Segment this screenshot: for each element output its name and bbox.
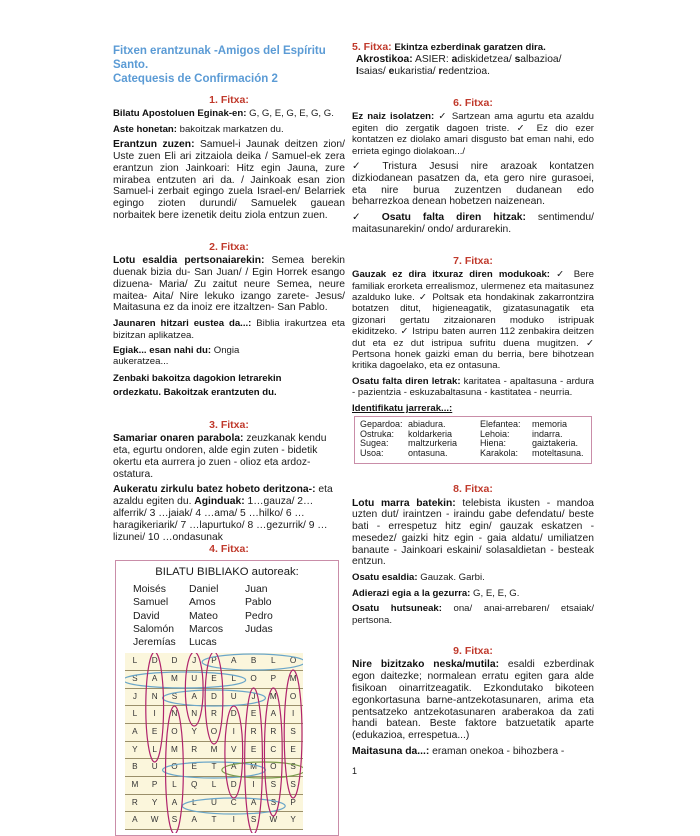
animal-label: Usoa:: [360, 447, 384, 458]
fitxa-3-item: [113, 433, 345, 480]
grid-cell[interactable]: E: [244, 742, 264, 760]
author-name: Salomón: [133, 623, 175, 635]
grid-cell[interactable]: L: [125, 706, 145, 724]
grid-cell[interactable]: U: [204, 795, 224, 813]
item-text: Gauzak. Garbi.: [417, 572, 485, 584]
grid-cell[interactable]: L: [224, 671, 244, 689]
grid-cell[interactable]: S: [283, 759, 303, 777]
grid-cell[interactable]: B: [125, 759, 145, 777]
item-text: zeuzkanak kendu eta, egurtu ondoren, alde egin zuten - bidetik okertu eta aurrera jo zuen - olioz eta ardoz- ostatura.: [113, 433, 327, 480]
acrostic-text: albazioa/: [520, 54, 562, 66]
word-search-grid-wrap: [125, 653, 303, 830]
item-label: Gauzak ez dira itxuraz diren modukoak:: [352, 269, 550, 281]
item-label: Ez naiz isolatzen:: [352, 111, 435, 123]
item-text: G, G, E, G, E, G, G.: [246, 108, 334, 120]
item-text: eta azaldu egiten du.: [113, 484, 333, 508]
item-label: Aginduak:: [194, 496, 245, 508]
author-name: Moisés: [133, 584, 166, 596]
fitxa-8-item: [352, 498, 594, 569]
item-label: Samariar onaren parabola:: [113, 433, 244, 445]
item-text: telebista ikusten - mandoa uzten dut/ iraintzen - iraindu gabe defendatu/ beste bati - errespetuz hitz egin/ gauzak eskatzen - mesedez/ gaizki hitz egin - gaia aldatu/ umiliatzen banaute - Jainkoari eskaini/ solasaldietan - besteak entzun.: [352, 497, 595, 568]
fitxa-5-heading-text: Ekintza ezberdinak garatzen dira.: [391, 42, 546, 53]
grid-cell[interactable]: E: [283, 742, 303, 760]
grid-cell[interactable]: S: [125, 671, 145, 689]
fitxa-6-item: [352, 161, 594, 208]
document-title: [113, 44, 345, 86]
fitxa-6-item: [352, 111, 594, 157]
fitxa-1-item: [113, 108, 345, 119]
grid-cell[interactable]: O: [263, 759, 283, 777]
acrostic-text: ukaristia/: [394, 66, 439, 78]
item-label: Maitasuna da...:: [352, 745, 430, 757]
item-text: ✓ Tristura Jesusi nire arazoak kontatzen dizkiodanean pasatzen da, eta gero nire gurasoei, eta nire burua zuzentzen dudanean edo beharrezkoa denean hobetzen naizenean.: [352, 161, 594, 208]
grid-cell[interactable]: I: [283, 706, 303, 724]
grid-cell[interactable]: B: [244, 653, 264, 671]
fitxa-7-section: [352, 256, 594, 464]
item-text: esaldi ezberdinak egon daitezke; normalean erratu egiten gara alde fisikoan oinarritzeagatik. Ezkondutako bikoteen egonkortasuna barne-antzekotasunaren, arima eta pentsatzeko antzekotasunaren araberakoa da zati handi batean. Beste faktore batzuetatik aparte (edukazioa, errespetua...): [352, 659, 595, 742]
grid-cell[interactable]: L: [204, 777, 224, 795]
grid-cell[interactable]: L: [184, 795, 204, 813]
grid-cell[interactable]: D: [165, 653, 185, 671]
item-text: bakoitzak markatzen du.: [176, 123, 284, 135]
item-label: Aste honetan:: [113, 123, 177, 135]
grid-cell[interactable]: J: [244, 689, 264, 707]
title-line-1: Fitxen erantzunak -Amigos del Espíritu Santo.: [113, 45, 326, 71]
author-name: Pablo: [245, 597, 272, 609]
grid-cell[interactable]: C: [224, 795, 244, 813]
attitude-value: koldarkeria: [408, 428, 453, 439]
grid-cell[interactable]: C: [263, 742, 283, 760]
grid-cell[interactable]: I: [244, 777, 264, 795]
fitxa-8-section: [352, 484, 594, 626]
fitxa-9-item: [352, 659, 594, 742]
grid-cell[interactable]: O: [204, 724, 224, 742]
animal-label: Hiena:: [480, 438, 507, 449]
item-text: G, E, E, G.: [470, 587, 520, 599]
word-search-grid: [125, 653, 303, 830]
fitxa-2-heading: 2. Fitxa:: [209, 240, 249, 253]
grid-cell[interactable]: O: [165, 759, 185, 777]
grid-cell[interactable]: S: [263, 777, 283, 795]
left-column: [113, 44, 345, 836]
item-label: Osatu esaldia:: [352, 572, 418, 584]
fitxa-1-heading: 1. Fitxa:: [209, 94, 249, 106]
item-label: Lotu esaldia pertsonaiarekin:: [113, 255, 265, 267]
grid-cell[interactable]: L: [145, 742, 165, 760]
item-label: Aukeratu zirkulu batez hobeto deritzona-:: [113, 484, 316, 496]
fitxa-3-section: [113, 420, 345, 544]
grid-cell[interactable]: S: [244, 812, 264, 830]
fitxa-8-item: [352, 603, 594, 626]
grid-cell[interactable]: I: [145, 706, 165, 724]
item-text: Ongia aukeratzea...: [113, 345, 240, 368]
item-text: ✓ Bere familiak erorketa errealismoz, ulermenez eta maitasunez azalduko luke. ✓ Poltsak eta hondakinak zakarrontzira botatzen ditut, higieneagatik, gizatasunagatik eta gizonari gertatu zitzaionaren moduko istripuak ekiditzeko. ✓ Istripu baten aurren 112 zenbakira deitzen dut eta ez dut istripua sufritu duena mugitzen. ✓ Pertsona honek gaizki eman du berria, bere bihotzean kritika dagoelako, eta ez ontasuna.: [352, 269, 594, 372]
grid-cell[interactable]: A: [263, 706, 283, 724]
attitude-value: maltzurkeria: [408, 438, 458, 449]
fitxa-4-section: [113, 544, 345, 835]
grid-cell[interactable]: Y: [184, 724, 204, 742]
grid-cell[interactable]: S: [283, 777, 303, 795]
fitxa-9-item: [352, 746, 594, 758]
grid-cell[interactable]: U: [145, 759, 165, 777]
grid-cell[interactable]: U: [184, 671, 204, 689]
grid-cell[interactable]: P: [145, 777, 165, 795]
item-label: Akrostikoa:: [356, 54, 413, 66]
fitxa-7-heading: 7. Fitxa:: [453, 254, 493, 267]
grid-cell[interactable]: U: [224, 689, 244, 707]
item-text: karitatea - apaltasuna - ardura - pazientzia - eskuzabaltasuna - kastitatea - neurria.: [352, 375, 594, 399]
title-line-2: Catequesis de Confirmación 2: [113, 73, 278, 85]
acrostic-text: ASIER:: [412, 54, 452, 66]
fitxa-2-item: [113, 255, 345, 314]
grid-cell[interactable]: M: [204, 742, 224, 760]
grid-cell[interactable]: Y: [145, 795, 165, 813]
grid-cell[interactable]: A: [244, 795, 264, 813]
grid-cell[interactable]: A: [165, 795, 185, 813]
grid-cell[interactable]: M: [165, 742, 185, 760]
fitxa-5-section: [352, 42, 594, 78]
author-name: Mateo: [189, 610, 218, 622]
fitxa-2-section: [113, 242, 345, 400]
word-search-title: BILATU BIBLIAKO autoreak:: [155, 565, 299, 578]
item-label: Jaunaren hitzari eustea da...:: [113, 318, 252, 330]
item-text: 1…gauza/ 2…alferrik/ 3 …jaiak/ 4 …ama/ 5 …hilko/ 6 …haragikeriarik/ 7 …lapurtuko/ 8 …gezurrik/ 9 …lizunei/ 10 …ondasunak: [113, 496, 328, 543]
grid-cell[interactable]: R: [125, 795, 145, 813]
grid-cell[interactable]: I: [224, 724, 244, 742]
item-label: Bilatu Apostoluen Eginak-en:: [113, 108, 247, 120]
fitxa-1-item: [113, 124, 345, 135]
author-name: Judas: [245, 623, 273, 635]
animal-label: Ostruka:: [360, 428, 395, 439]
grid-cell[interactable]: S: [283, 724, 303, 742]
grid-cell[interactable]: J: [184, 653, 204, 671]
fitxa-9-section: [352, 646, 594, 758]
author-name: David: [133, 610, 160, 622]
grid-cell[interactable]: P: [283, 795, 303, 813]
grid-cell[interactable]: M: [125, 777, 145, 795]
grid-cell[interactable]: O: [165, 724, 185, 742]
animal-label: Sugea:: [360, 438, 389, 449]
animal-label: Lehoia:: [480, 428, 510, 439]
item-text: ✓ Sartzean ama agurtu eta azaldu egiten dio zergatik dagoen triste. ✓ Ez dio ezer kontatzen ez diolako amari disgusto bat eman nahi, edo errieta egingo diolakoan.../: [352, 111, 594, 157]
item-label: ✓ Osatu falta diren hitzak:: [352, 212, 526, 224]
attitude-value: ontasuna.: [408, 447, 448, 458]
fitxa-9-heading: 9. Fitxa:: [453, 644, 493, 657]
fitxa-3-heading: 3. Fitxa:: [209, 418, 249, 431]
animal-label: Karakola:: [480, 447, 519, 458]
grid-cell[interactable]: S: [263, 795, 283, 813]
grid-cell[interactable]: S: [165, 689, 185, 707]
acrostic-initial: e: [388, 66, 395, 78]
name-list: [125, 583, 329, 649]
fitxa-8-heading: 8. Fitxa:: [453, 483, 493, 496]
page-number: 1: [352, 766, 358, 776]
attitude-value: abiadura.: [408, 419, 446, 430]
animal-label: Elefantea:: [480, 419, 521, 430]
fitxa-5-heading: 5. Fitxa:: [352, 41, 392, 53]
grid-cell[interactable]: A: [125, 812, 145, 830]
grid-cell[interactable]: D: [204, 689, 224, 707]
author-name: Samuel: [133, 597, 169, 609]
item-text: eraman onekoa - bihozbera -: [429, 745, 565, 757]
author-name: Jeremías: [133, 637, 176, 649]
grid-cell[interactable]: T: [204, 759, 224, 777]
fitxa-5-title: [352, 42, 594, 53]
grid-cell[interactable]: O: [283, 689, 303, 707]
animal-label: Gepardoa:: [360, 419, 403, 430]
fitxa-2-item: [113, 345, 263, 368]
attitude-value: gaiztakeria.: [532, 438, 579, 449]
identify-label: [352, 403, 594, 414]
fitxa-6-heading: 6. Fitxa:: [453, 97, 493, 109]
grid-cell[interactable]: A: [145, 671, 165, 689]
fitxa-1-item: [113, 139, 345, 222]
grid-cell[interactable]: J: [125, 689, 145, 707]
author-name: [245, 636, 329, 649]
grid-cell[interactable]: A: [184, 689, 204, 707]
grid-cell[interactable]: A: [125, 724, 145, 742]
attitude-value: indarra.: [532, 428, 563, 439]
grid-cell[interactable]: R: [263, 724, 283, 742]
acrostic-initial: r: [438, 66, 443, 78]
fitxa-8-item: [352, 588, 594, 599]
grid-cell[interactable]: Q: [184, 777, 204, 795]
item-text: Biblia irakurtzea eta bizitzan aplikatzea.: [113, 318, 345, 341]
item-label: Egiak... esan nahi du:: [113, 345, 212, 356]
item-text: Samuel-i Jaunak deitzen zion/ Uste zuen Eli ari zitzaiola deika / Samuel-ek zera erantzun zion Jainkoari: Hitz egin Jauna, zure mirabea entzuten ari da. / Jainkoak esan zion Samuel-i zerbait egingo zuela Israel-en/ Belarriek egingo zioten durundi/ Samuelek gauean norbaitek bere izenetik deitu ziola entzun zuen.: [113, 139, 345, 221]
fitxa-7-item: [352, 269, 594, 372]
fitxa-2-item: [113, 318, 345, 341]
fitxa-6-item: [352, 212, 594, 236]
grid-cell[interactable]: E: [244, 706, 264, 724]
grid-cell[interactable]: A: [224, 653, 244, 671]
grid-cell[interactable]: L: [263, 653, 283, 671]
item-label: Nire bizitzako neska/mutila:: [352, 659, 500, 671]
grid-cell[interactable]: D: [224, 777, 244, 795]
fitxa-1-section: [113, 95, 345, 222]
grid-cell[interactable]: O: [244, 671, 264, 689]
grid-cell[interactable]: S: [165, 812, 185, 830]
grid-cell[interactable]: W: [263, 812, 283, 830]
item-label: Identifikatu jarrerak...:: [352, 402, 453, 414]
fitxa-7-item: [352, 376, 594, 399]
item-label: Zenbaki bakoitza dagokion letrarekin ordezkatu. Bakoitzak erantzuten du.: [113, 372, 282, 398]
acrostic-text: edentzioa.: [442, 66, 490, 78]
fitxa-5-item: [352, 54, 594, 78]
identify-box: [354, 416, 592, 464]
item-label: Osatu falta diren letrak:: [352, 375, 461, 387]
grid-cell[interactable]: D: [224, 706, 244, 724]
item-label: Osatu hutsuneak:: [352, 603, 442, 615]
attitude-value: memoria: [532, 419, 568, 430]
item-text: Semea berekin duenak bizia du- San Juan/ / Egin Horrek esango dizuena- Maria/ Zu zaitut neure Semea, neure maitea- Aita/ Nire lekuko izango zarete- Jesus/ Maitasuna ez da inoiz ere itzaltzen- San Pablo.: [113, 255, 345, 314]
grid-cell[interactable]: N: [184, 706, 204, 724]
grid-cell[interactable]: M: [244, 759, 264, 777]
grid-cell[interactable]: A: [224, 759, 244, 777]
grid-cell[interactable]: M: [165, 671, 185, 689]
grid-cell[interactable]: L: [125, 653, 145, 671]
acrostic-initial: s: [514, 54, 521, 66]
fitxa-2-item: [113, 372, 283, 400]
grid-cell[interactable]: M: [263, 689, 283, 707]
word-search-box: [115, 560, 339, 836]
grid-cell[interactable]: Y: [283, 812, 303, 830]
right-column: [352, 41, 595, 762]
grid-cell[interactable]: V: [224, 742, 244, 760]
attitude-value: moteltasuna.: [532, 447, 584, 458]
grid-cell[interactable]: P: [263, 671, 283, 689]
grid-cell[interactable]: T: [204, 812, 224, 830]
author-name: Daniel: [189, 584, 219, 596]
item-text: ona/ anai-arrebaren/ etsaiak/ pertsona.: [352, 603, 594, 626]
grid-cell[interactable]: I: [224, 812, 244, 830]
author-name: Marcos: [189, 623, 224, 635]
item-label: Lotu marra batekin:: [352, 497, 456, 509]
fitxa-8-item: [352, 572, 594, 583]
item-label: Adierazi egia a la gezurra:: [352, 587, 471, 599]
author-name: Lucas: [189, 637, 217, 649]
fitxa-6-section: [352, 98, 594, 236]
grid-cell[interactable]: A: [184, 812, 204, 830]
item-text: sentimendu/ maitasunarekin/ ondo/ ardurarekin.: [352, 212, 594, 236]
grid-cell[interactable]: D: [145, 653, 165, 671]
grid-cell[interactable]: Y: [125, 742, 145, 760]
grid-cell[interactable]: P: [204, 653, 224, 671]
grid-cell[interactable]: E: [184, 759, 204, 777]
grid-cell[interactable]: M: [283, 671, 303, 689]
author-name: Amos: [189, 597, 216, 609]
grid-cell[interactable]: R: [184, 742, 204, 760]
author-name: Pedro: [245, 610, 273, 622]
item-label: Erantzun zuzen:: [113, 139, 195, 151]
acrostic-text: diskidetzea/: [457, 54, 515, 66]
grid-cell[interactable]: R: [244, 724, 264, 742]
grid-cell[interactable]: E: [145, 724, 165, 742]
acrostic-text: saias/: [358, 66, 389, 78]
fitxa-4-heading: 4. Fitxa:: [209, 543, 249, 556]
grid-cell[interactable]: O: [283, 653, 303, 671]
grid-cell[interactable]: N: [165, 706, 185, 724]
grid-cell[interactable]: L: [165, 777, 185, 795]
acrostic-initial: I: [356, 66, 359, 78]
grid-cell[interactable]: R: [204, 706, 224, 724]
acrostic-initial: a: [451, 54, 458, 66]
grid-cell[interactable]: W: [145, 812, 165, 830]
grid-cell[interactable]: E: [204, 671, 224, 689]
fitxa-3-item: [113, 484, 345, 543]
grid-cell[interactable]: N: [145, 689, 165, 707]
author-name: Juan: [245, 584, 268, 596]
